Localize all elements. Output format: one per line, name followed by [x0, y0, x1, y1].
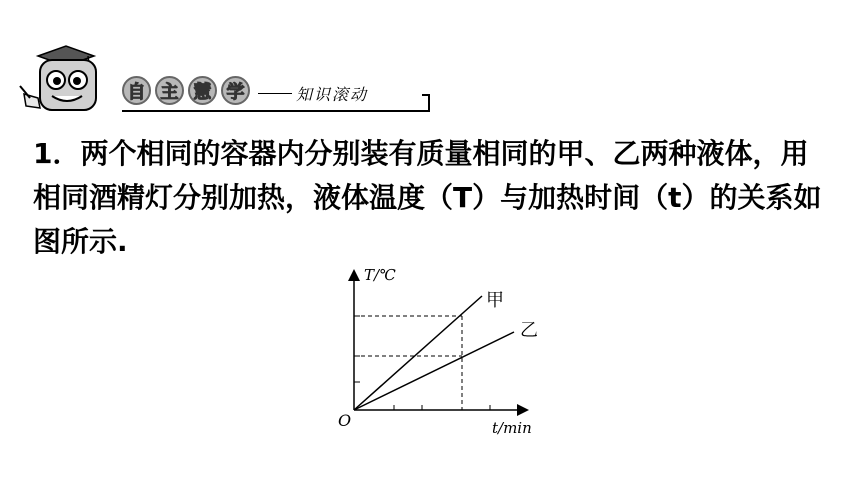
- y-axis-label: T/℃: [364, 266, 396, 284]
- section-header: [18, 42, 438, 122]
- badge-char: 慧: [188, 76, 217, 105]
- series-label-yi: 乙: [520, 320, 538, 341]
- subtitle-group: [258, 82, 368, 105]
- series-label-jia: 甲: [486, 290, 504, 311]
- series-line-yi: [354, 332, 514, 410]
- badge-char: 自: [122, 76, 151, 105]
- temperature-time-graph: [330, 262, 550, 440]
- title-badges: [122, 76, 250, 105]
- header-corner: [422, 94, 430, 112]
- mascot-icon: [18, 42, 118, 122]
- x-axis-label: t/min: [492, 419, 532, 437]
- section-subtitle: 知识滚动: [296, 85, 369, 104]
- question-text: [33, 132, 833, 264]
- subtitle-dash: [258, 93, 292, 94]
- question-body: 两个相同的容器内分别装有质量相同的甲、乙两种液体，用相同酒精灯分别加热，液体温度（T）与加热时间（t）的关系如图所示.: [33, 137, 822, 258]
- badge-char: 主: [155, 76, 184, 105]
- series-line-jia: [354, 296, 482, 410]
- badge-char: 学: [221, 76, 250, 105]
- question-number: 1．: [33, 137, 81, 170]
- origin-label: O: [338, 411, 352, 430]
- header-underline: [122, 110, 428, 112]
